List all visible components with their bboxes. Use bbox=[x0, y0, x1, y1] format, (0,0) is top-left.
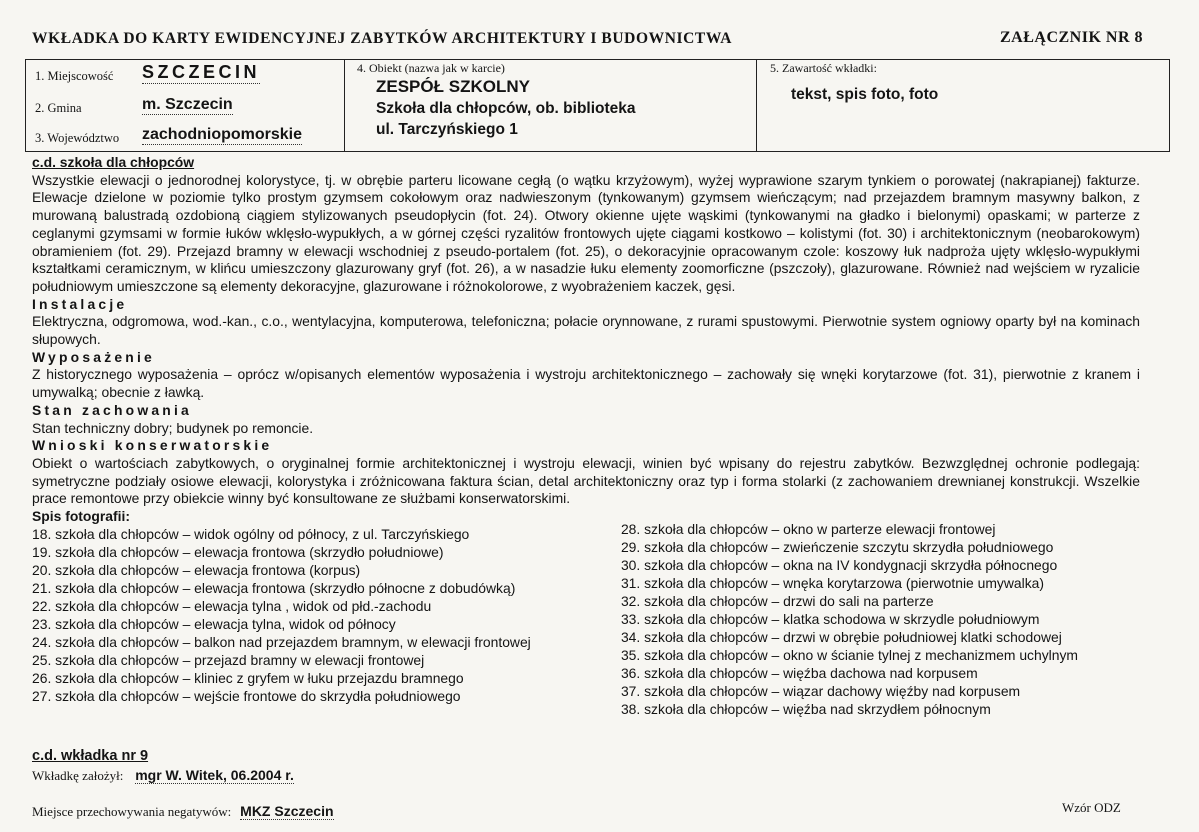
object-column bbox=[344, 60, 757, 151]
list-item: 30. szkoła dla chłopców – okna na IV kondygnacji skrzydła północnego bbox=[620, 556, 1058, 573]
object-address: ul. Tarczyńskiego 1 bbox=[376, 121, 518, 138]
voivodeship-value: zachodniopomorskie bbox=[142, 126, 303, 143]
metadata-table bbox=[25, 59, 1170, 152]
list-item: 33. szkoła dla chłopców – klatka schodowa w skrzydle południowym bbox=[620, 610, 1040, 627]
intro-heading: c.d. szkoła dla chłopców bbox=[32, 154, 195, 170]
contents-label: 5. Zawartość wkładki: bbox=[770, 61, 877, 75]
photos-heading: Spis fotografii: bbox=[32, 508, 131, 525]
list-item: 22. szkoła dla chłopców – elewacja tylna , widok od płd.-zachodu bbox=[32, 597, 432, 614]
list-item: 32. szkoła dla chłopców – drzwi do sali na parterze bbox=[620, 592, 934, 609]
document-title: WKŁADKA DO KARTY EWIDENCYJNEJ ZABYTKÓW ARCHITEKTURY I BUDOWNICTWA bbox=[32, 30, 733, 47]
author-label: Wkładkę założył: bbox=[32, 768, 124, 783]
intro-paragraph: Wszystkie elewacji o jednorodnej kolorystyce, tj. w obrębie parteru licowane cegłą (o wątku krzyżowym), wyżej wyprawione szarym tynkiem o porowatej (nakrapianej) fakturze. Elewacje dzielone w poziomie tylko prostym gzymsem cokołowym oraz nadwieszonym (tynkowanym) gzymsem wieńczącym; nad przejazdem bramnym masywny balkon, z murowaną balustradą ozdobioną ciągiem stylizowanych pseudopłycin (fot. 24). Otwory okienne ujęte wąskimi (tynkowanymi na gładko i bielonymi) opaskami; w parterze z ceglanymi gzymsami w formie łuków wklęsło-wypukłych, a w górnej części ryzalitów frontowych ujęte ciągami kostkowo – kolistymi (fot. 30) i architektonicznym (neobarokowym) obramieniem (fot. 29). Przejazd bramny w elewacji wschodniej z pseudo-portalem (fot. 25), o dekoracyjnie opracowanym czole: koszowy łuk nadproża ujęty wklęsło-wypukłymi kształtkami ceramicznym, w klińcu umieszczony glazurowany gryf (fot. 26), a w nasadzie łuku elementy zoomorficzne (pszczoły), glazurowane. Również nad wejściem w ryzalicie południowym umieszczone są elementy dekoracyjne, glazurowane i różnokolorowe, z wyobrażeniem kaczek, gęsi. bbox=[32, 171, 1140, 294]
author-value: mgr W. Witek, 06.2004 r. bbox=[135, 767, 294, 783]
list-item: 25. szkoła dla chłopców – przejazd bramny w elewacji frontowej bbox=[32, 651, 425, 668]
installations-paragraph: Elektryczna, odgromowa, wod.-kan., c.o., wentylacyjna, komputerowa, telefoniczna; połacie orynnowane, z rurami spustowymi. Pierwotnie system ogniowy oparty był na kominach słupowych. bbox=[32, 313, 1140, 348]
section-divider bbox=[25, 151, 1170, 152]
list-item: 23. szkoła dla chłopców – elewacja tylna, widok od północy bbox=[32, 615, 396, 632]
list-item: 38. szkoła dla chłopców – więźba nad skrzydłem północnym bbox=[620, 700, 991, 717]
locality-value: SZCZECIN bbox=[142, 62, 260, 82]
list-item: 19. szkoła dla chłopców – elewacja frontowa (skrzydło południowe) bbox=[32, 543, 444, 560]
document-body bbox=[32, 154, 1140, 718]
installations-heading: Instalacje bbox=[32, 295, 128, 312]
form-code: Wzór ODZ bbox=[1062, 800, 1121, 815]
object-label: 4. Obiekt (nazwa jak w karcie) bbox=[357, 61, 505, 75]
conclusions-heading: Wnioski konserwatorskie bbox=[32, 437, 273, 454]
equipment-paragraph: Z historycznego wyposażenia – oprócz w/opisanych elementów wyposażenia i wystroju architektonicznego – zachowały się wnęki korytarzowe (fot. 31), pierwotnie z kranem i umywalką; obecnie z ławką. bbox=[32, 366, 1140, 401]
list-item: 20. szkoła dla chłopców – elewacja frontowa (korpus) bbox=[32, 561, 361, 578]
photo-list bbox=[32, 520, 1140, 718]
list-item: 26. szkoła dla chłopców – kliniec z gryfem w łuku przejazdu bramnego bbox=[32, 669, 464, 686]
list-item: 36. szkoła dla chłopców – więźba dachowa nad korpusem bbox=[620, 664, 978, 681]
voivodeship-label: 3. Województwo bbox=[35, 131, 120, 145]
municipality-label: 2. Gmina bbox=[35, 101, 82, 115]
location-column bbox=[26, 60, 345, 151]
negatives-value: MKZ Szczecin bbox=[240, 803, 334, 819]
annex-number: ZAŁĄCZNIK NR 8 bbox=[1000, 29, 1144, 46]
condition-heading: Stan zachowania bbox=[32, 401, 192, 418]
conclusions-paragraph: Obiekt o wartościach zabytkowych, o oryginalnej formie architektonicznej i wystroju elewacji, winien być wpisany do rejestru zabytków. Bezwzględnej ochronie podlegają: symetryczne podziały osiowe elewacji, kolorystyka i zróżnicowana faktura ścian, detal architektoniczny oraz typ i forma stolarki (z zachowaniem drewnianej konstrukcji. Wszelkie prace remontowe przy obiekcie winny być konsultowane ze służbami konserwatorskimi. bbox=[32, 454, 1140, 507]
equipment-heading: Wyposażenie bbox=[32, 348, 155, 365]
list-item: 28. szkoła dla chłopców – okno w parterze elewacji frontowej bbox=[620, 520, 996, 537]
list-item: 21. szkoła dla chłopców – elewacja frontowa (skrzydło północne z dobudówką) bbox=[32, 579, 516, 596]
document-footer bbox=[32, 747, 334, 821]
list-item: 31. szkoła dla chłopców – wnęka korytarzowa (pierwotnie umywalka) bbox=[620, 574, 1045, 591]
list-item: 18. szkoła dla chłopców – widok ogólny od północy, z ul. Tarczyńskiego bbox=[32, 525, 470, 542]
photo-list-right bbox=[621, 520, 1140, 718]
contents-value: tekst, spis foto, foto bbox=[791, 86, 939, 103]
object-description: Szkoła dla chłopców, ob. biblioteka bbox=[376, 100, 636, 117]
contents-column bbox=[756, 60, 1169, 151]
municipality-value: m. Szczecin bbox=[142, 96, 233, 113]
object-name: ZESPÓŁ SZKOLNY bbox=[376, 77, 530, 96]
condition-paragraph: Stan techniczny dobry; budynek po remoncie. bbox=[32, 419, 314, 436]
list-item: 34. szkoła dla chłopców – drzwi w obrębie południowej klatki schodowej bbox=[620, 628, 1062, 645]
negatives-label: Miejsce przechowywania negatywów: bbox=[32, 804, 232, 819]
continued-note: c.d. wkładka nr 9 bbox=[32, 748, 149, 764]
photo-list-left bbox=[32, 525, 621, 718]
locality-label: 1. Miejscowość bbox=[35, 69, 114, 83]
list-item: 27. szkoła dla chłopców – wejście frontowe do skrzydła południowego bbox=[32, 687, 461, 704]
list-item: 24. szkoła dla chłopców – balkon nad przejazdem bramnym, w elewacji frontowej bbox=[32, 633, 531, 650]
list-item: 35. szkoła dla chłopców – okno w ścianie tylnej z mechanizmem uchylnym bbox=[620, 646, 1078, 663]
list-item: 29. szkoła dla chłopców – zwieńczenie szczytu skrzydła południowego bbox=[620, 538, 1054, 555]
list-item: 37. szkoła dla chłopców – wiązar dachowy więźby nad korpusem bbox=[620, 682, 1021, 699]
